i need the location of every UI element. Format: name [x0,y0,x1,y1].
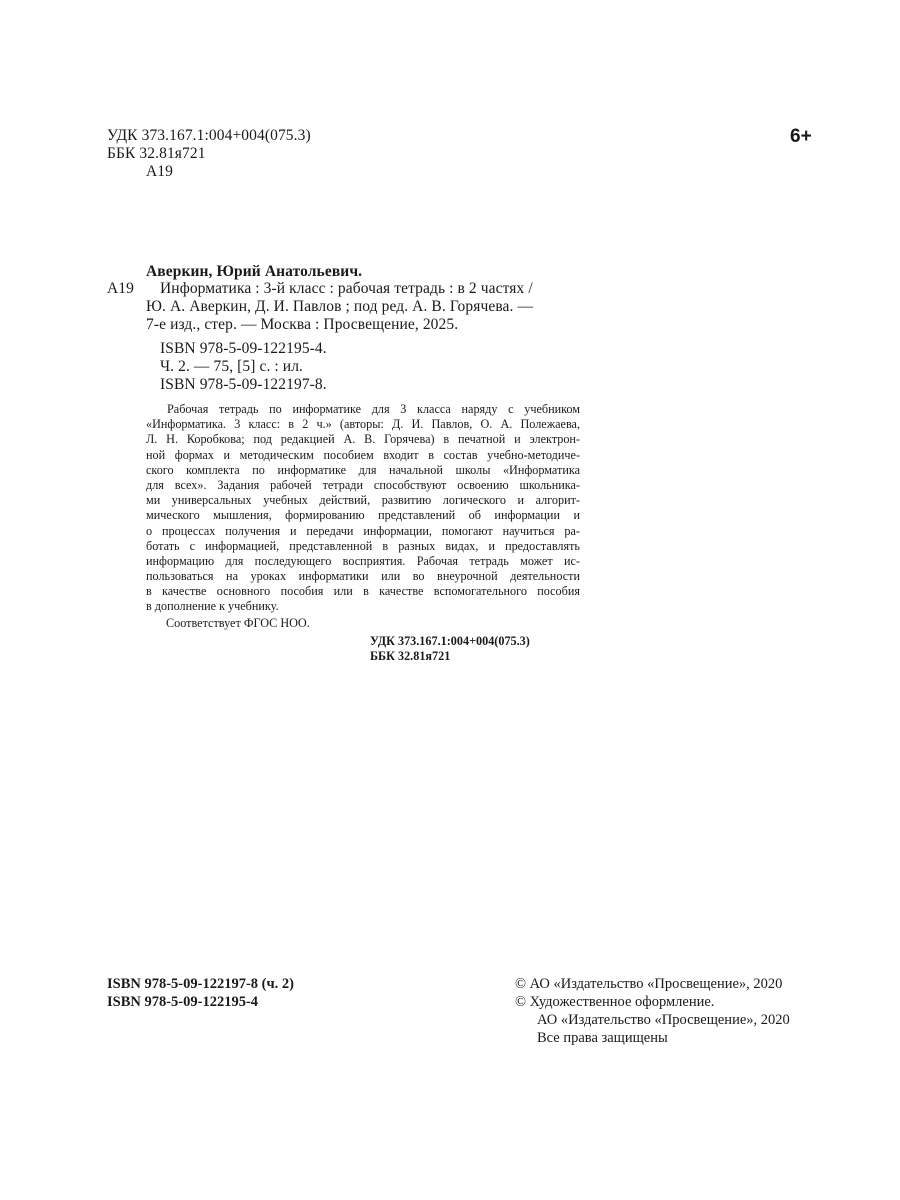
annotation-line: информацию для последующего восприятия. Рабочая тетрадь может ис- [146,553,580,568]
annotation-udk: УДК 373.167.1:004+004(075.3) [370,634,530,648]
annotation-line: о процессах получения и передачи информации, помогают научиться ра- [146,523,580,538]
age-rating-badge: 6+ [790,126,812,147]
header-udk: УДК 373.167.1:004+004(075.3) [107,127,311,144]
header-bbk: ББК 32.81я721 [107,145,206,162]
annotation-line: ми универсальных учебных действий, развитию логического и алгорит- [146,493,580,508]
annotation-line: Л. Н. Коробкова; под редакцией А. В. Горячева) в печатной и электрон- [146,432,580,447]
record-author: Аверкин, Юрий Анатольевич. [146,263,363,280]
copyright-publisher: © АО «Издательство «Просвещение», 2020 [515,976,783,992]
record-title-line: Информатика : 3-й класс : рабочая тетрадь : в 2 частях / [160,280,533,297]
annotation-line: в качестве основного пособия или в качестве вспомогательного пособия [146,584,580,599]
rights-reserved: Все права защищены [537,1030,668,1046]
annotation-line: ского комплекта по информатике для начальной школы «Информатика [146,462,580,477]
record-part-pages: Ч. 2. — 75, [5] с. : ил. [160,358,304,375]
footer-isbn-part: ISBN 978-5-09-122197-8 (ч. 2) [107,976,294,992]
record-edition-line: 7-е изд., стер. — Москва : Просвещение, 2025. [146,316,459,333]
annotation-line: ной формах и методическим пособием входит в состав учебно-методиче- [146,447,580,462]
conformity-note: Соответствует ФГОС НОО. [166,616,310,630]
record-isbn-part: ISBN 978-5-09-122197-8. [160,376,327,393]
footer-isbn-set: ISBN 978-5-09-122195-4 [107,994,259,1010]
record-isbn-set: ISBN 978-5-09-122195-4. [160,340,327,357]
annotation-bbk: ББК 32.81я721 [370,649,451,663]
annotation-line: для всех». Задания рабочей тетради способствуют освоению школьника- [146,477,580,492]
annotation-line: ботать с информацией, представленной в разных видах, и предоставлять [146,538,580,553]
header-author-code: А19 [146,163,173,180]
record-authors-line: Ю. А. Аверкин, Д. И. Павлов ; под ред. А. В. Горячева. — [146,298,534,315]
annotation-line: пользоваться на уроках информатики или во внеурочной деятельности [146,569,580,584]
annotation-line: мического мышления, формированию представлений об информации и [146,508,580,523]
annotation-paragraph [146,402,580,615]
annotation-line: «Информатика. 3 класс: в 2 ч.» (авторы: Д. И. Павлов, О. А. Полежаева, [146,417,580,432]
annotation-line: Рабочая тетрадь по информатике для 3 класса наряду с учебником [167,402,580,416]
copyright-design: © Художественное оформление. [515,994,715,1010]
copyright-design-publisher: АО «Издательство «Просвещение», 2020 [537,1012,790,1028]
annotation-line: в дополнение к учебнику. [146,599,279,614]
record-code: А19 [107,280,134,297]
